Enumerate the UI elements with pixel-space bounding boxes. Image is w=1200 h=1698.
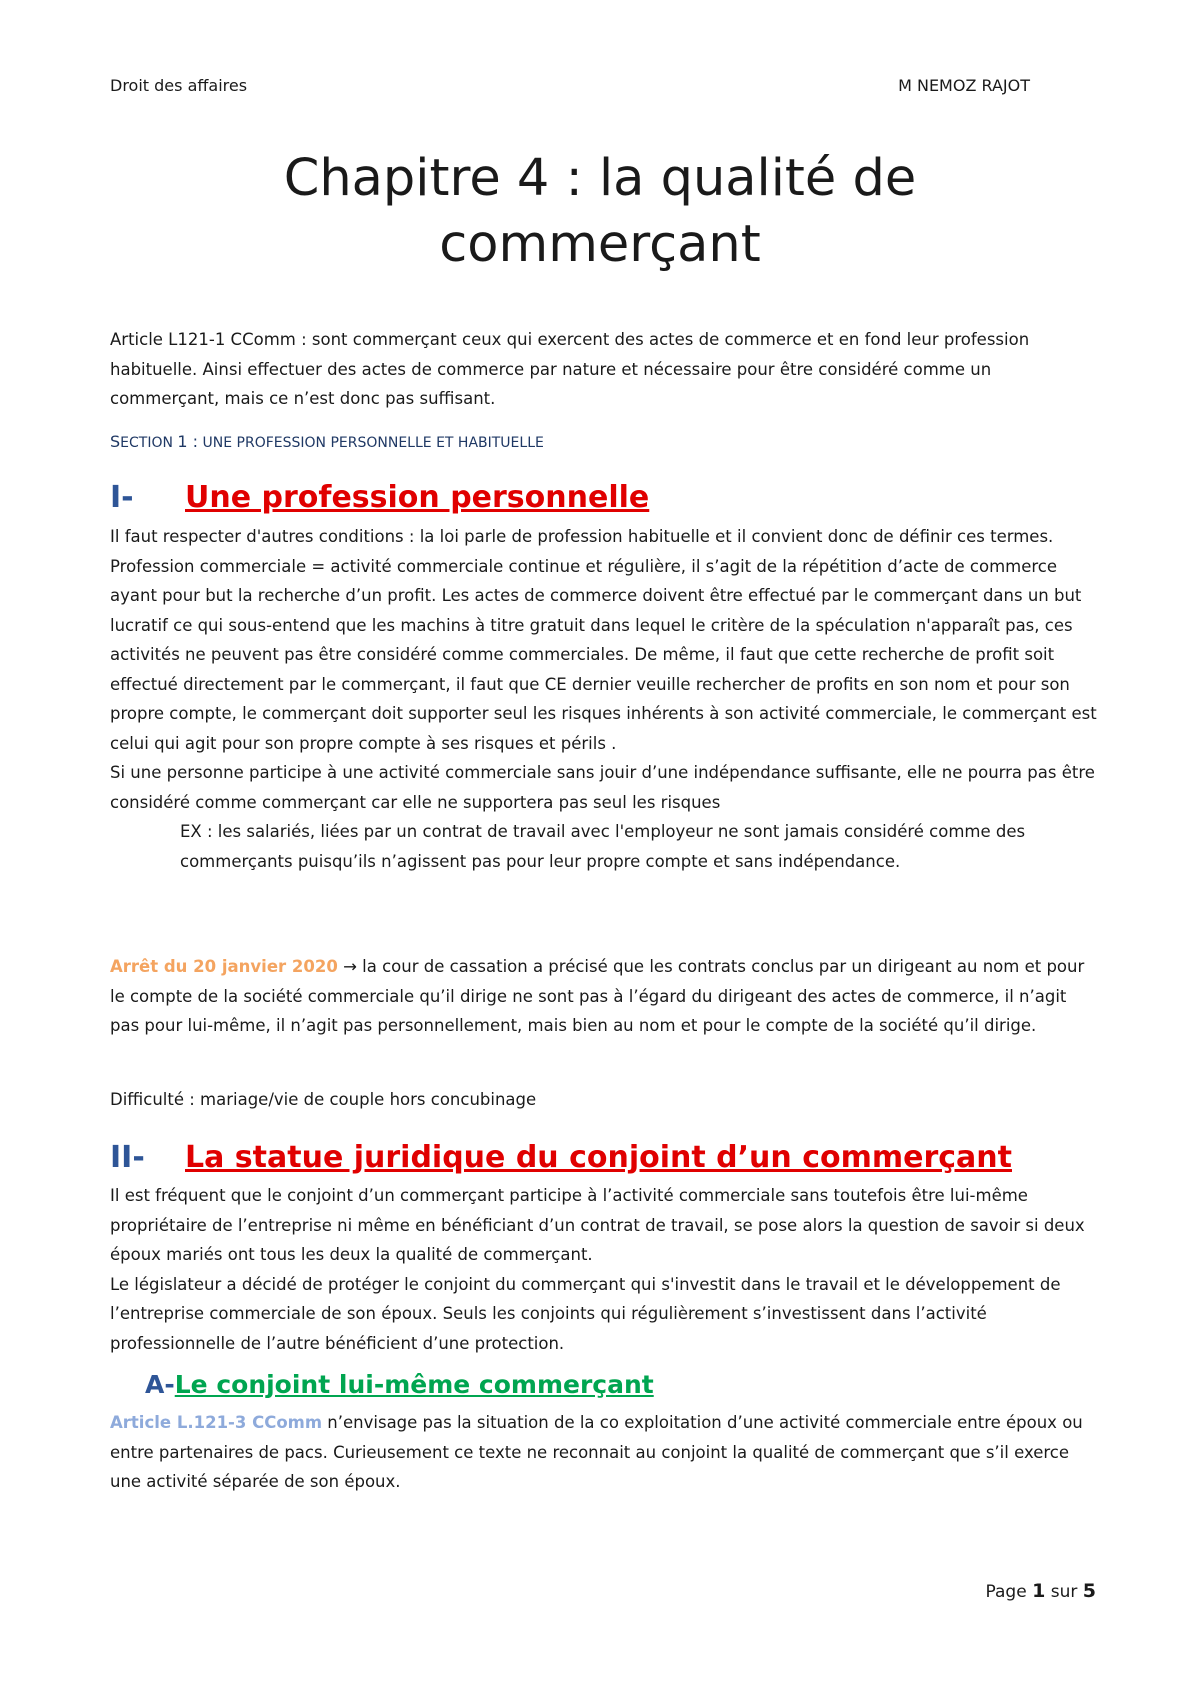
- article-reference: Article L.121-3 CComm: [110, 1413, 323, 1432]
- page-number: 1: [1032, 1580, 1046, 1602]
- part1-paragraph: Si une personne participe à une activité commerciale sans jouir d’une indépendance suffisante, elle ne pourra pas être considéré comme commerçant car elle ne supportera pas seul les risques: [110, 763, 1095, 812]
- section-heading: SECTION 1 : UNE PROFESSION PERSONNELLE ET HABITUELLE: [110, 432, 544, 451]
- part2-paragraph: Le législateur a décidé de protéger le conjoint du commerçant qui s'investit dans le travail et le développement de l’entreprise commerciale de son époux. Seuls les conjoints qui régulièrement s’investissent dans l’activité professionnelle de l’autre bénéficient d’une protection.: [110, 1274, 1061, 1353]
- arret-label: Arrêt du 20 janvier 2020: [110, 957, 338, 976]
- part2-paragraph: Il est fréquent que le conjoint d’un commerçant participe à l’activité commerciale sans toutefois être lui-même propriétaire de l’entreprise ni même en bénéficiant d’un contrat de travail, se pose alors la question de savoir si deux époux mariés ont tous les deux la qualité de commerçant.: [110, 1186, 1085, 1264]
- arrow-right-icon: →: [343, 957, 357, 976]
- header-author: M NEMOZ RAJOT: [898, 76, 1030, 95]
- subA-paragraph: Article L.121-3 CComm n’envisage pas la situation de la co exploitation d’une activité commerciale entre époux ou entre partenaires de pacs. Curieusement ce texte ne reconnait au conjoint la qualité de commerçant que s’il exerce une activité séparée de son époux.: [110, 1413, 1083, 1491]
- part1-paragraph: Il faut respecter d'autres conditions : la loi parle de profession habituelle et il convient donc de définir ces termes.: [110, 527, 1054, 546]
- part2-title: La statue juridique du conjoint d’un commerçant: [185, 1140, 1012, 1175]
- subA-heading: [145, 1370, 654, 1399]
- intro-block: [110, 325, 1100, 414]
- part1-number: I-: [110, 480, 134, 515]
- subA-title: Le conjoint lui-même commerçant: [174, 1370, 654, 1399]
- part2-heading: [110, 1140, 1012, 1175]
- part1-heading: [110, 480, 649, 515]
- chapter-title-line2: commerçant: [439, 215, 761, 274]
- arret-paragraph: Arrêt du 20 janvier 2020 → la cour de cassation a précisé que les contrats conclus par un dirigeant au nom et pour le compte de la société commerciale qu’il dirige ne sont pas à l’égard du dirigeant des actes de commerce, il n’agit pas pour lui-même, il n’agit pas personnellement, mais bien au nom et pour le compte de la société qu’il dirige.: [110, 957, 1085, 1035]
- part2-body: [110, 1181, 1100, 1358]
- part1-title: Une profession personnelle: [185, 480, 650, 515]
- part1-example: EX : les salariés, liées par un contrat de travail avec l'employeur ne sont jamais considéré comme des commerçants puisqu’ils n’agissent pas pour leur propre compte et sans indépendance.: [180, 822, 1026, 871]
- chapter-title-line1: Chapitre 4 : la qualité de: [283, 149, 917, 208]
- subA-body: [110, 1408, 1100, 1497]
- page-footer: Page 1 sur 5: [985, 1580, 1096, 1602]
- difficulte-paragraph: Difficulté : mariage/vie de couple hors concubinage: [110, 1090, 537, 1109]
- page-header: [110, 76, 1030, 95]
- part1-body: [110, 522, 1100, 876]
- difficulte-block: [110, 1085, 1100, 1115]
- arret-block: [110, 952, 1100, 1041]
- part1-paragraph: Profession commerciale = activité commerciale continue et régulière, il s’agit de la répétition d’acte de commerce ayant pour but la recherche d’un profit. Les actes de commerce doivent être effectué par le commerçant dans un but lucratif ce qui sous-entend que les machins à titre gratuit dans lequel le critère de la spéculation n'apparaît pas, ces activités ne peuvent pas être considéré comme commerciales. De même, il faut que cette recherche de profit soit effectué directement par le commerçant, il faut que CE dernier veuille rechercher de profits en son nom et pour son propre compte, le commerçant doit supporter seul les risques inhérents à son activité commerciale, le commerçant est celui qui agit pour son propre compte à ses risques et périls .: [110, 556, 1097, 753]
- intro-paragraph: Article L121-1 CComm : sont commerçant ceux qui exercent des actes de commerce et en fond leur profession habituelle. Ainsi effectuer des actes de commerce par nature et nécessaire pour être considéré comme un commerçant, mais ce n’est donc pas suffisant.: [110, 330, 1030, 408]
- part2-number: II-: [110, 1140, 145, 1175]
- page-total: 5: [1082, 1580, 1096, 1602]
- chapter-title: [0, 146, 1200, 278]
- header-course: Droit des affaires: [110, 76, 248, 95]
- subA-number: A-: [145, 1370, 175, 1399]
